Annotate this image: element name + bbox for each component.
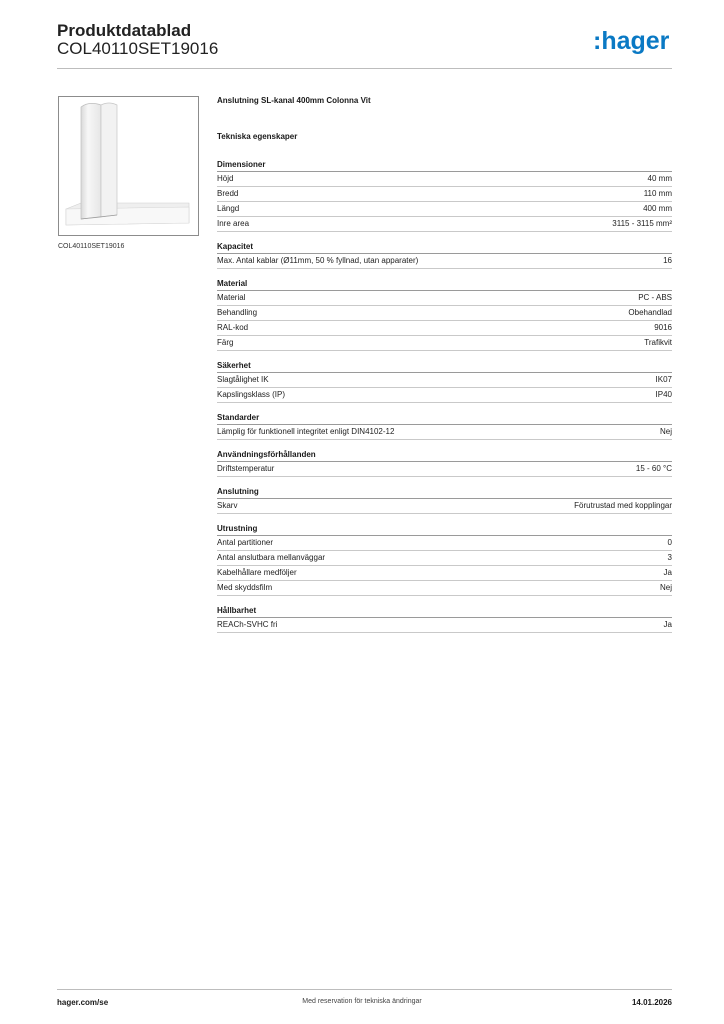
header-divider: [57, 68, 672, 69]
spec-label: Kabelhållare medföljer: [217, 568, 297, 577]
specs-panel: [217, 96, 672, 642]
spec-value: Nej: [659, 427, 672, 436]
spec-value: IP40: [655, 390, 672, 399]
spec-section: [217, 449, 672, 477]
spec-row: [217, 172, 672, 187]
product-name: Anslutning SL-kanal 400mm Colonna Vit: [217, 96, 371, 105]
spec-label: Slagtålighet IK: [217, 375, 269, 384]
spec-row: [217, 306, 672, 321]
product-code-heading: COL40110SET19016: [57, 39, 219, 58]
spec-label: Antal partitioner: [217, 538, 274, 547]
footer-divider: [57, 989, 672, 990]
spec-value: Ja: [663, 568, 672, 577]
section-title: Säkerhet: [217, 360, 672, 373]
section-title: Anslutning: [217, 486, 672, 499]
hager-logo-text: :hager: [593, 27, 670, 55]
spec-row: [217, 462, 672, 477]
spec-row: [217, 388, 672, 403]
section-title: Användningsförhållanden: [217, 449, 672, 462]
section-title: Standarder: [217, 412, 672, 425]
spec-row: [217, 187, 672, 202]
section-title: Dimensioner: [217, 159, 672, 172]
spec-label: Längd: [217, 204, 240, 213]
spec-label: Höjd: [217, 174, 234, 183]
footer-disclaimer: Med reservation för tekniska ändringar: [302, 998, 422, 1005]
footer-date: 14.01.2026: [631, 998, 672, 1007]
spec-label: Material: [217, 293, 246, 302]
spec-label: Kapslingsklass (IP): [217, 390, 286, 399]
spec-value: 15 - 60 °C: [635, 464, 672, 473]
spec-label: Antal anslutbara mellanväggar: [217, 553, 326, 562]
section-title: Utrustning: [217, 523, 672, 536]
spec-value: 3: [667, 553, 672, 562]
spec-value: 110 mm: [643, 189, 672, 198]
spec-value: 40 mm: [647, 174, 672, 183]
image-caption: COL40110SET19016: [58, 243, 125, 250]
spec-row: [217, 336, 672, 351]
spec-label: Lämplig för funktionell integritet enligt DIN4102-12: [217, 427, 395, 436]
spec-section: [217, 412, 672, 440]
spec-sections: [217, 159, 672, 633]
spec-label: REACh-SVHC fri: [217, 620, 278, 629]
spec-label: Med skyddsfilm: [217, 583, 273, 592]
section-title: Hållbarhet: [217, 605, 672, 618]
spec-section: [217, 360, 672, 403]
specs-heading: Tekniska egenskaper: [217, 132, 298, 141]
spec-value: 3115 - 3115 mm²: [612, 219, 672, 228]
spec-value: 400 mm: [643, 204, 672, 213]
spec-label: Behandling: [217, 308, 258, 317]
spec-row: [217, 566, 672, 581]
spec-row: [217, 254, 672, 269]
spec-value: Obehandlad: [628, 308, 672, 317]
spec-section: [217, 605, 672, 633]
spec-label: Driftstemperatur: [217, 464, 275, 473]
spec-row: [217, 202, 672, 217]
spec-section: [217, 278, 672, 351]
section-title: Kapacitet: [217, 241, 672, 254]
spec-value: 9016: [654, 323, 672, 332]
spec-value: Ja: [663, 620, 672, 629]
spec-value: 0: [667, 538, 672, 547]
spec-row: [217, 499, 672, 514]
spec-row: [217, 373, 672, 388]
spec-value: PC - ABS: [638, 293, 672, 302]
spec-value: Förutrustad med kopplingar: [574, 501, 672, 510]
product-illustration: [59, 97, 198, 235]
product-image: [58, 96, 199, 236]
spec-section: [217, 486, 672, 514]
spec-row: [217, 536, 672, 551]
spec-row: [217, 291, 672, 306]
spec-label: Bredd: [217, 189, 239, 198]
spec-section: [217, 523, 672, 596]
spec-label: Skarv: [217, 501, 238, 510]
spec-value: IK07: [655, 375, 672, 384]
spec-row: [217, 321, 672, 336]
spec-row: [217, 581, 672, 596]
section-title: Material: [217, 278, 672, 291]
spec-value: Trafikvit: [644, 338, 672, 347]
spec-value: Nej: [659, 583, 672, 592]
spec-row: [217, 425, 672, 440]
spec-label: RAL-kod: [217, 323, 249, 332]
spec-row: [217, 618, 672, 633]
spec-row: [217, 217, 672, 232]
spec-section: [217, 241, 672, 269]
spec-label: Max. Antal kablar (Ø11mm, 50 % fyllnad, utan apparater): [217, 256, 419, 265]
spec-label: Färg: [217, 338, 234, 347]
spec-label: Inre area: [217, 219, 250, 228]
spec-value: 16: [663, 256, 672, 265]
spec-section: [217, 159, 672, 232]
spec-row: [217, 551, 672, 566]
footer-website: hager.com/se: [57, 998, 109, 1007]
hager-logo: [593, 27, 675, 57]
page-title: Produktdatablad: [57, 21, 192, 40]
